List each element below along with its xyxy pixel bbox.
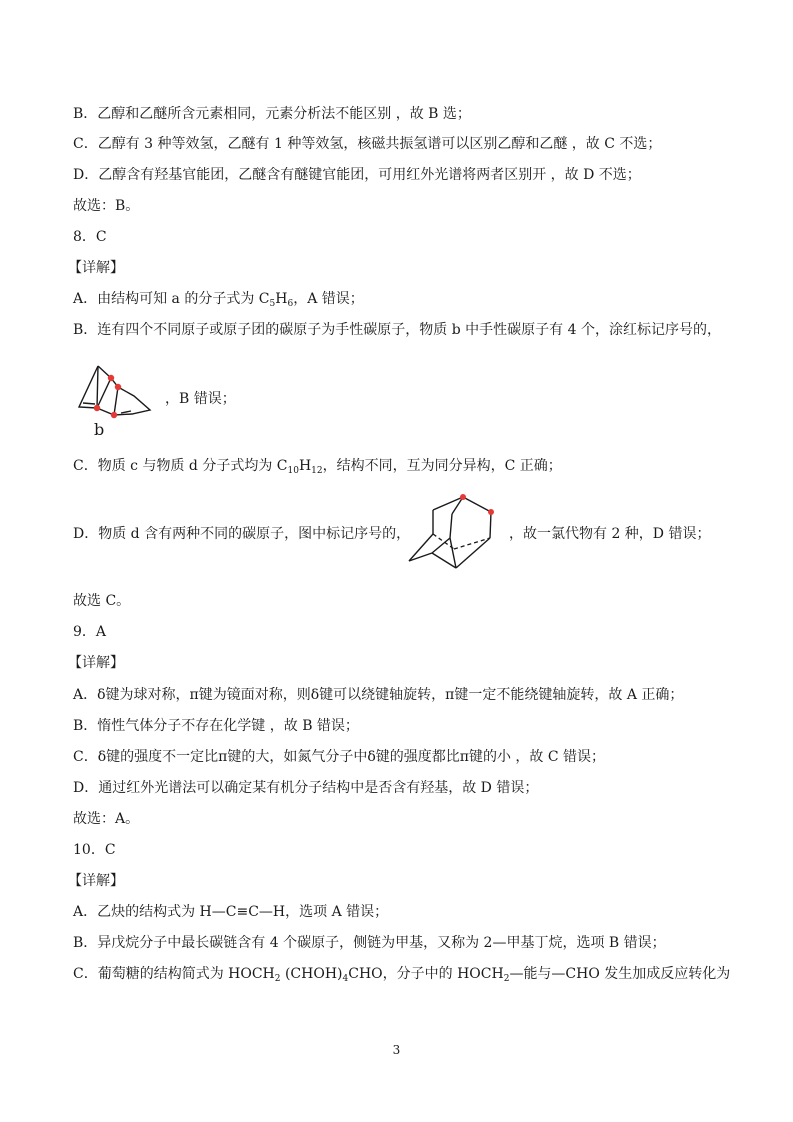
adamantane-diagram [404,493,498,571]
question-number: 10．C [73,842,116,858]
text-line: ，故一氯代物有 2 种，D 错误； [509,526,711,542]
subscript: 2 [503,974,510,984]
text-line: A．乙炔的结构式为 H—C≡C—H，选项 A 错误； [73,904,389,920]
text-line: B．异戊烷分子中最长碳链含有 4 个碳原子，侧链为甲基，又称为 2—甲基丁烷，选项 B 错误； [73,935,666,951]
section-heading: 【详解】 [68,260,124,276]
text-line: C．δ键的强度不一定比π键的大，如氮气分子中δ键的强度都比π键的小 ，故 C 错误； [73,749,606,765]
subscript: 6 [287,299,294,309]
text-segment: H [298,458,312,474]
adamantane-figure [404,493,498,571]
text-segment: ，结构不同，互为同分异构，C 正确； [322,458,562,474]
question-number: 8．C [73,229,107,245]
subscript: 10 [287,466,299,476]
text-segment: (CHOH) [280,966,343,982]
text-segment: C．葡萄糖的结构简式为 HOCH [73,966,275,982]
text-line: 故选：B。 [73,198,140,214]
text-line: 故选 C。 [73,593,131,609]
structure-b-figure [74,360,164,438]
text-segment: A．由结构可知 a 的分子式为 C [73,291,270,307]
subscript: 5 [269,299,276,309]
text-segment: ，A 错误； [293,291,364,307]
text-line [73,456,562,476]
text-line: 故选：A。 [73,811,140,827]
text-line [73,964,730,984]
text-line [73,289,364,309]
text-line: B．乙醇和乙醚所含元素相同，元素分析法不能区别 ，故 B 选； [73,106,471,122]
section-heading: 【详解】 [68,873,124,889]
question-number: 9．A [73,624,107,640]
text-segment: CHO，分子中的 HOCH [348,966,504,982]
norbornene-diagram [74,360,164,438]
text-line: D．通过红外光谱法可以确定某有机分子结构中是否含有羟基，故 D 错误； [73,780,539,796]
text-line: D．物质 d 含有两种不同的碳原子，图中标记序号的， [73,526,411,542]
text-segment: H [275,291,288,307]
subscript: 4 [342,974,349,984]
subscript: 2 [274,974,281,984]
subscript: 12 [311,466,323,476]
text-segment: C．物质 c 与物质 d 分子式均为 C [73,458,288,474]
text-line: ，B 错误； [165,391,236,407]
text-line: A．δ键为球对称，π键为镜面对称，则δ键可以绕键轴旋转，π键一定不能绕键轴旋转，故 A 正确； [73,687,684,703]
text-line: D．乙醇含有羟基官能团，乙醚含有醚键官能团，可用红外光谱将两者区别开 ，故 D 不选； [73,167,641,183]
structure-b-label: b [94,420,105,439]
text-line: B．连有四个不同原子或原子团的碳原子为手性碳原子，物质 b 中手性碳原子有 4 个，涂红标记序号的， [73,322,721,338]
text-line: C．乙醇有 3 种等效氢，乙醚有 1 种等效氢，核磁共振氢谱可以区别乙醇和乙醚 ，故 C 不选； [73,136,662,152]
page-number: 3 [392,1043,401,1057]
text-line: B．惰性气体分子不存在化学键 ，故 B 错误； [73,718,359,734]
section-heading: 【详解】 [68,655,124,671]
text-segment: —能与—CHO 发生加成反应转化为 [509,966,731,982]
